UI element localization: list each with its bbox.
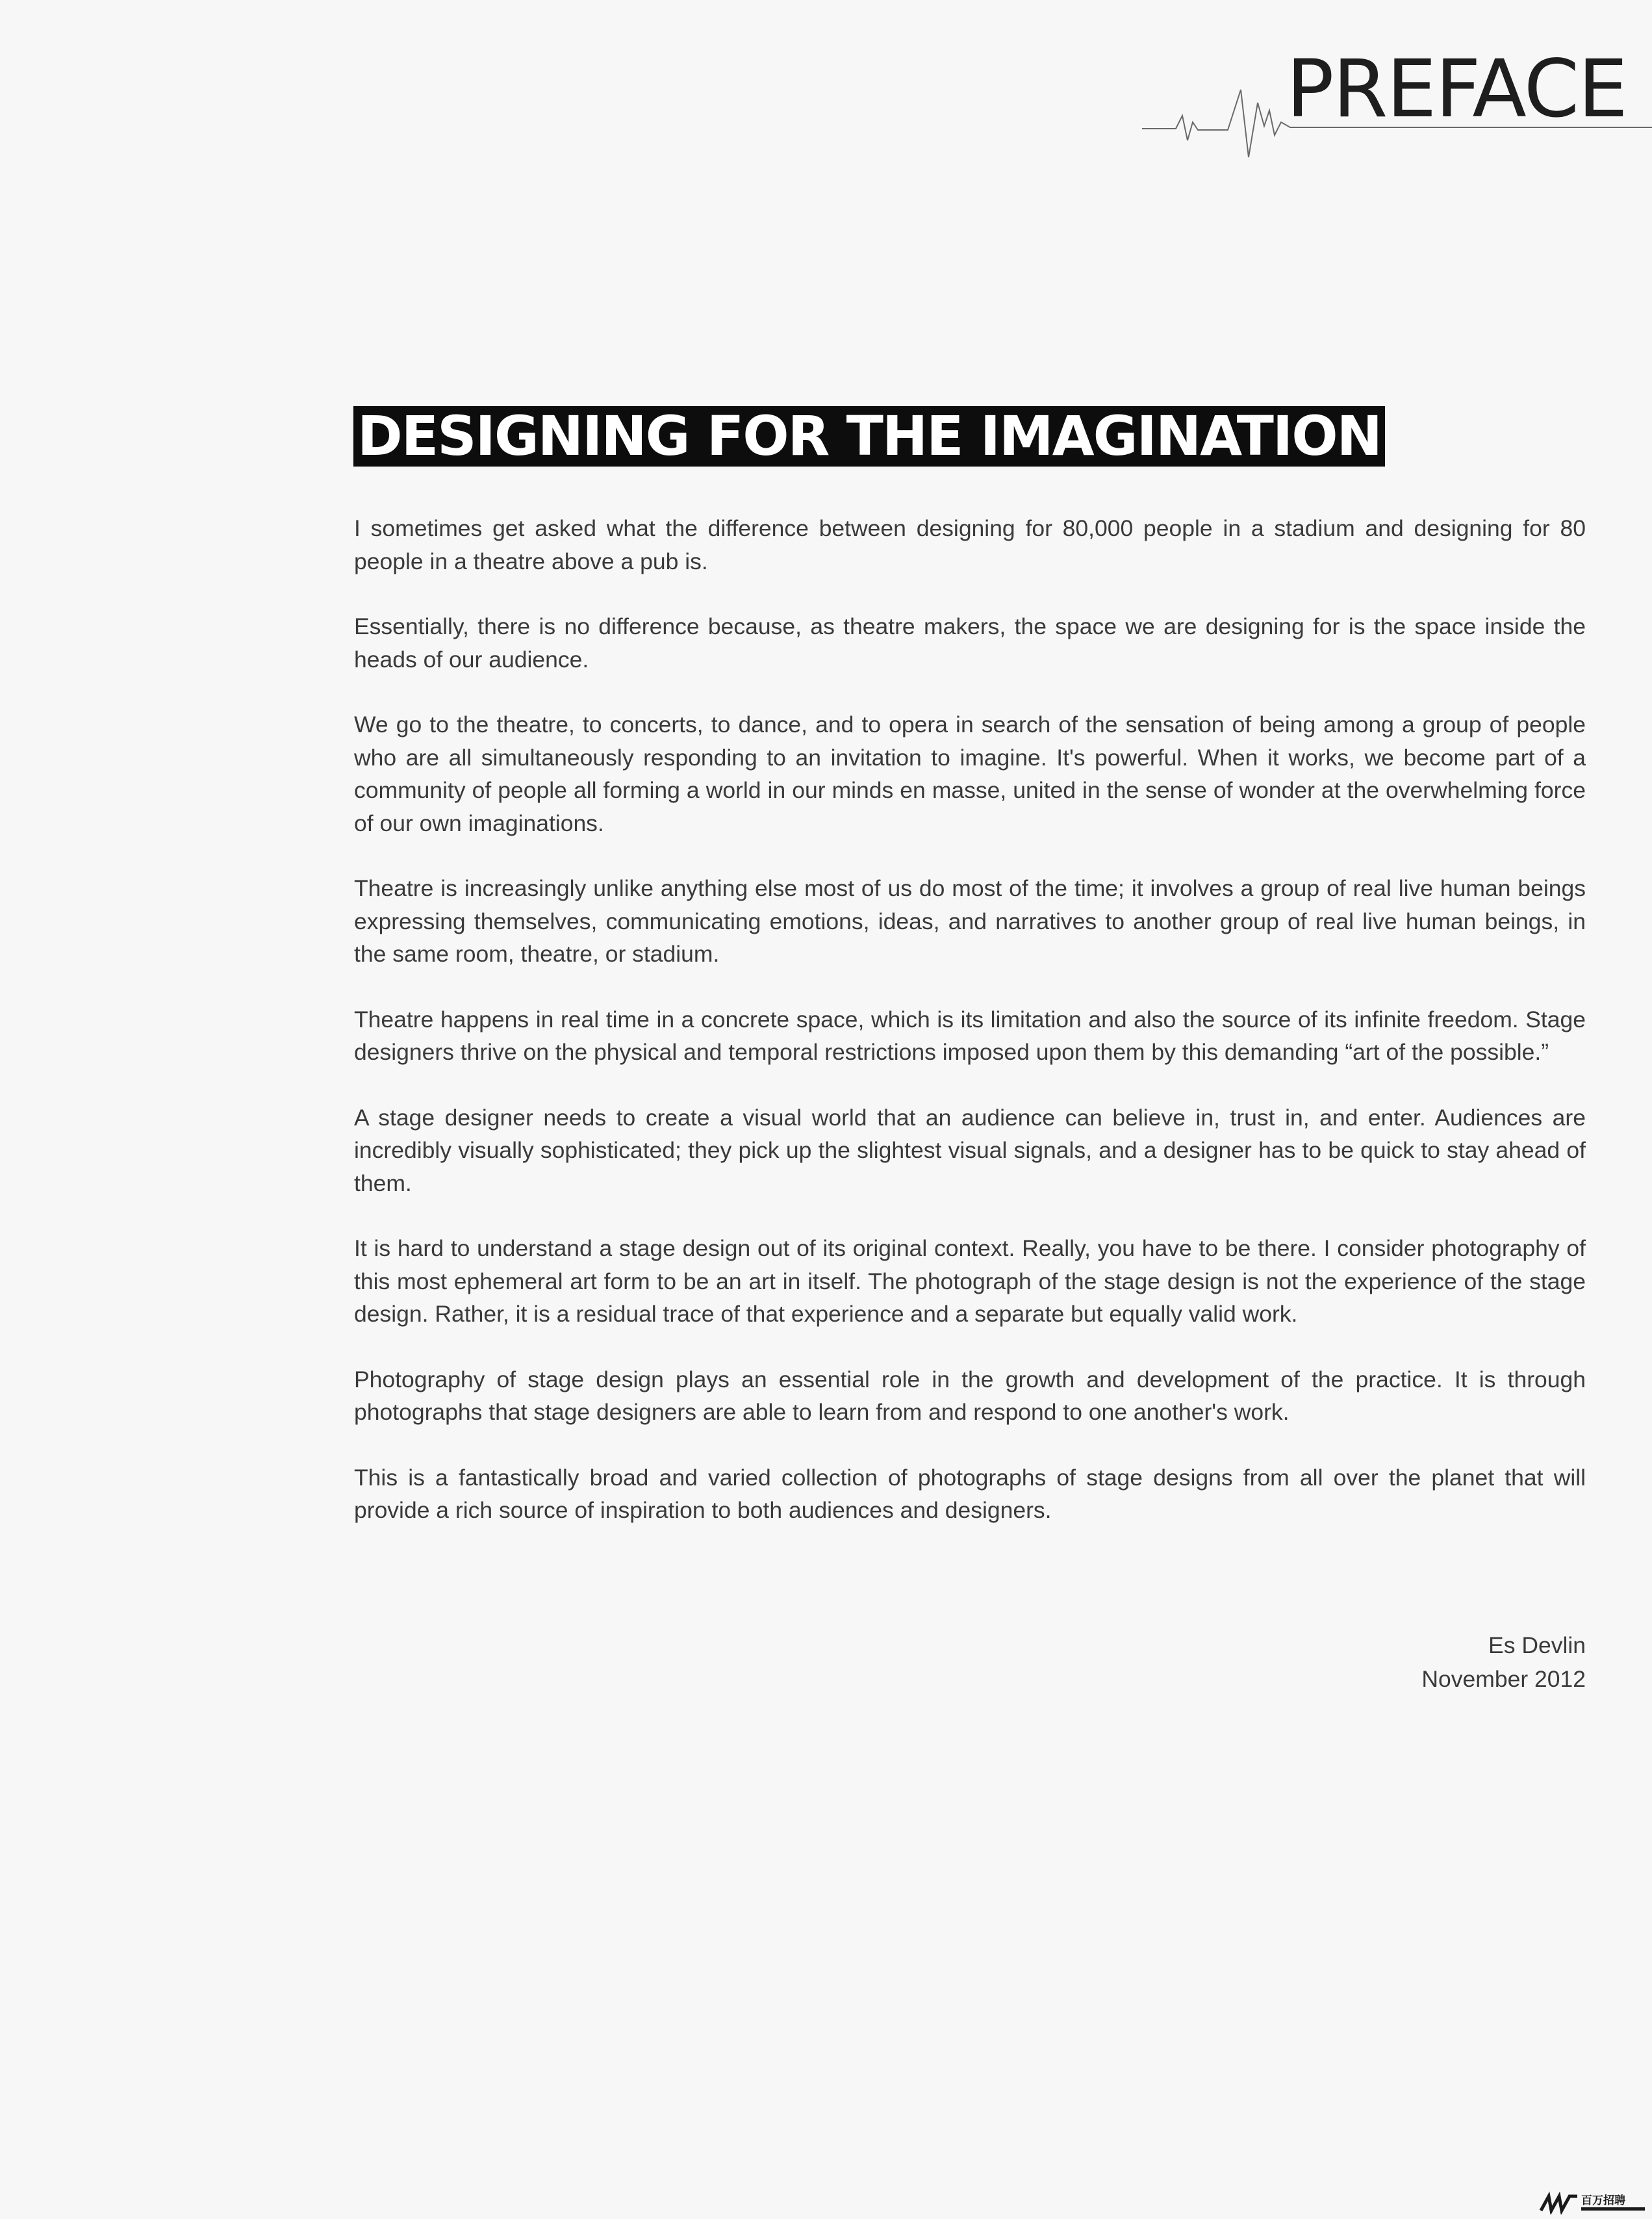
paragraph: Theatre is increasingly unlike anything else most of us do most of the time; it involves a group of real live human beings expressing themselves, communicating emotions, ideas, and narratives to another group of real live human beings, in the same room, theatre, or stadium. xyxy=(354,875,1586,967)
author-name: Es Devlin xyxy=(1488,1632,1586,1658)
paragraph: Essentially, there is no difference because, as theatre makers, the space we are designing for is the space inside the heads of our audience. xyxy=(354,613,1586,673)
section-label: PREFACE xyxy=(1286,43,1627,135)
paragraph: I sometimes get asked what the difference between designing for 80,000 people in a stadium and designing for 80 people in a theatre above a pub is. xyxy=(354,515,1586,574)
paragraph: It is hard to understand a stage design out of its original context. Really, you have to be there. I consider photography of this most ephemeral art form to be an art in itself. The photograph of the stage design is not the experience of the stage design. Rather, it is a residual trace of that experience and a separate but equally valid work. xyxy=(354,1235,1586,1327)
publication-date: November 2012 xyxy=(1421,1666,1586,1692)
page-header xyxy=(1137,45,1652,169)
paragraph: A stage designer needs to create a visual world that an audience can believe in, trust in, and enter. Audiences are incredibly visually sophisticated; they pick up the slightest visual signals, and a designer has to be quick to stay ahead of them. xyxy=(354,1104,1586,1196)
paragraph: We go to the theatre, to concerts, to dance, and to opera in search of the sensation of being among a group of people who are all simultaneously responding to an invitation to imagine. It's powerful. When it works, we become part of a community of people all forming a world in our minds en masse, united in the sense of wonder at the overwhelming force of our own imaginations. xyxy=(354,712,1586,836)
article-body xyxy=(354,512,1586,1559)
article-title: DESIGNING FOR THE IMAGINATION xyxy=(353,406,1385,467)
paragraph: Theatre happens in real time in a concrete space, which is its limitation and also the source of its infinite freedom. Stage designers thrive on the physical and temporal restrictions imposed upon them by this demanding “art of the possible.” xyxy=(354,1006,1586,1065)
publisher-logo-icon xyxy=(1538,2188,1649,2214)
signature-block xyxy=(1421,1628,1586,1696)
watermark-text: 百万招聘 xyxy=(1581,2194,1625,2207)
paragraph: Photography of stage design plays an essential role in the growth and development of the practice. It is through photographs that stage designers are able to learn from and respond to one another's work. xyxy=(354,1366,1586,1425)
paragraph: This is a fantastically broad and varied collection of photographs of stage designs from all over the planet that will provide a rich source of inspiration to both audiences and designers. xyxy=(354,1464,1586,1523)
